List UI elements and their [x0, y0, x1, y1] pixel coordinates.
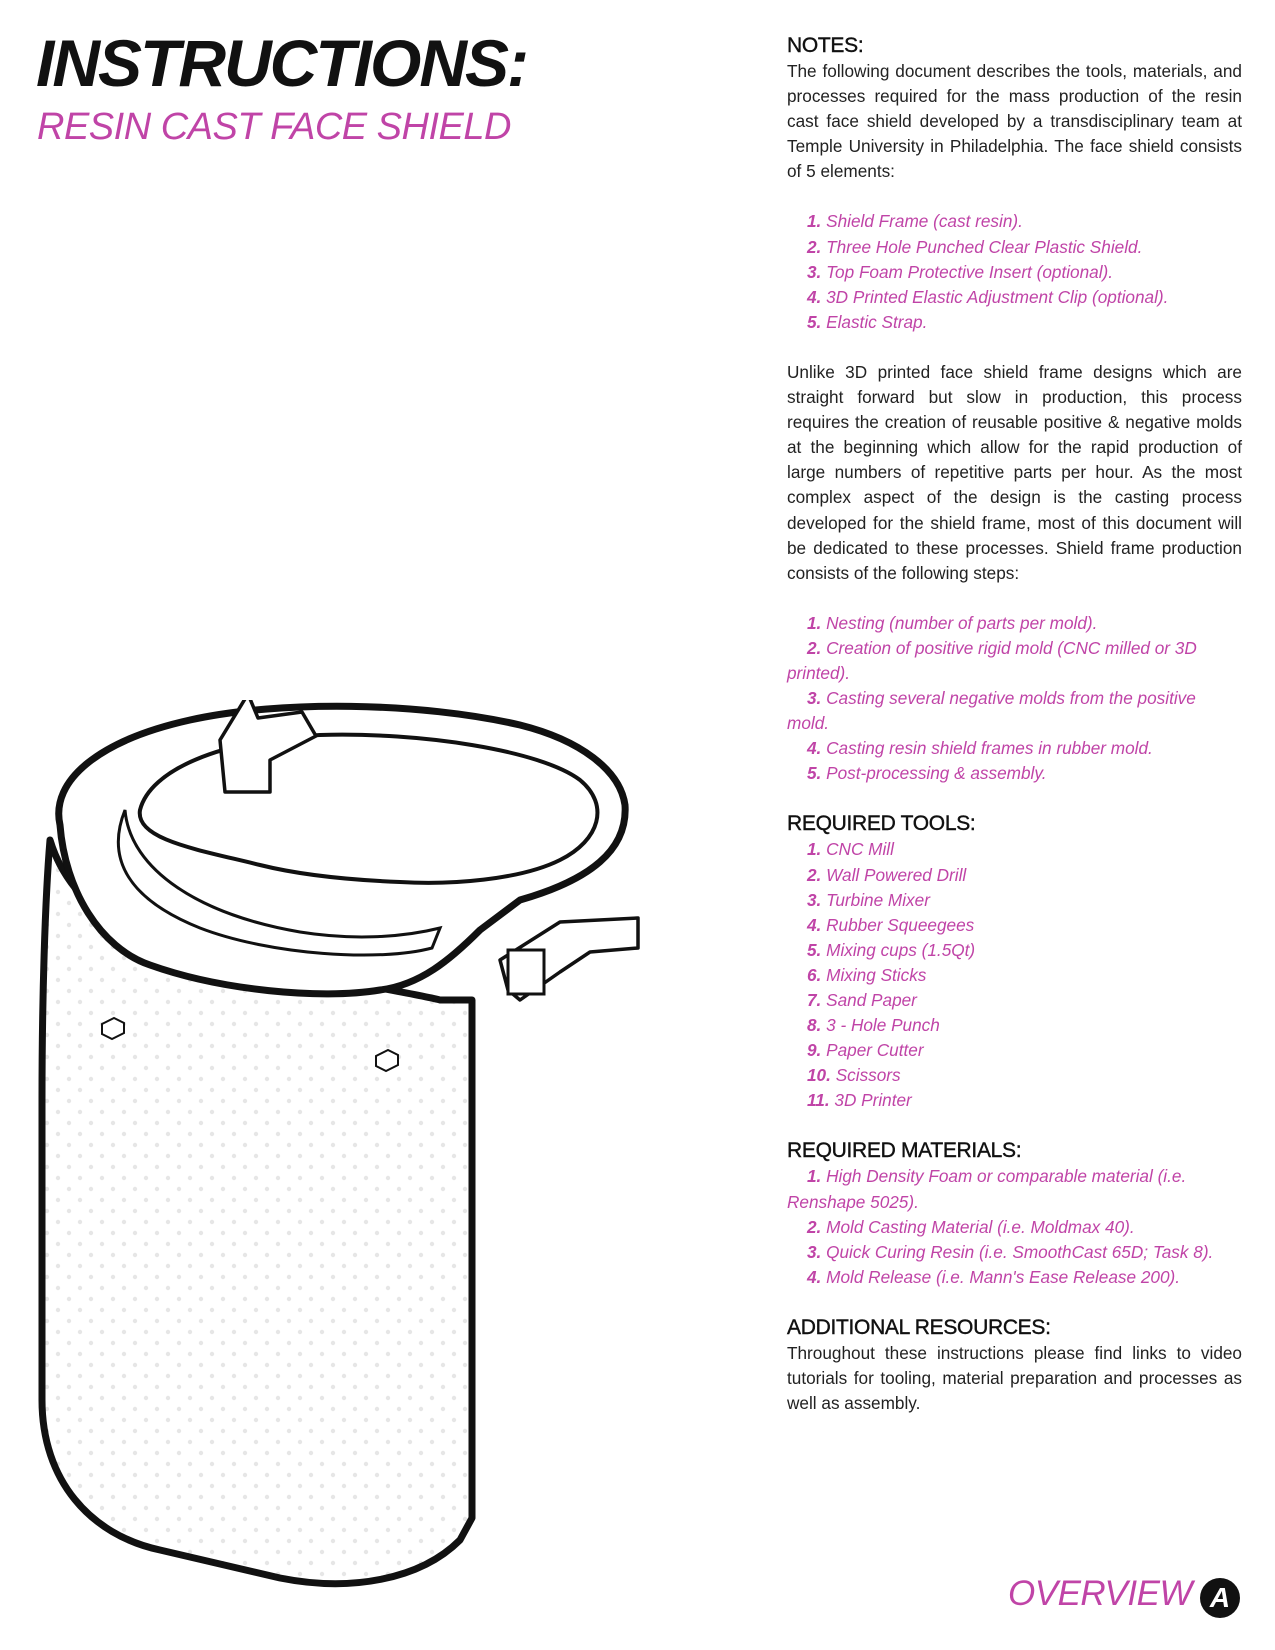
list-item: 3. Casting several negative molds from the positive mold. [787, 688, 1196, 734]
resources-heading: ADDITIONAL RESOURCES: [787, 1315, 1051, 1339]
list-item: 7. Sand Paper [807, 990, 917, 1010]
list-item: 4. Mold Release (i.e. Mann's Ease Release 200). [807, 1266, 1181, 1287]
face-shield-illustration [20, 700, 690, 1600]
notes-body: Unlike 3D printed face shield frame designs which are straight forward but slow in production, this process requires the creation of reusable positive & negative molds at the beginning which allow for the rapid production of large numbers of repetitive parts per hour. As the most complex aspect of the design is the casting process developed for the shield frame, most of this document will be dedicated to these processes. Shield frame production consists of the following steps: [787, 361, 1242, 583]
section-label: OVERVIEW [1008, 1574, 1193, 1613]
list-item: 4. 3D Printed Elastic Adjustment Clip (optional). [807, 286, 1169, 307]
list-item: 10. Scissors [807, 1065, 901, 1086]
list-item: 11. 3D Printer [807, 1090, 912, 1111]
list-item: 3. Top Foam Protective Insert (optional). [807, 261, 1114, 282]
materials-heading: REQUIRED MATERIALS: [787, 1139, 1022, 1163]
list-item: 5. Elastic Strap. [807, 311, 928, 332]
notes-intro: The following document describes the tools, materials, and processes required for the mass production of the resin cast face shield developed by a transdisciplinary team at Temple University in Philadelphia. The face shield consists of 5 elements: [787, 61, 1242, 182]
list-item: 3. Quick Curing Resin (i.e. SmoothCast 65D; Task 8). [807, 1241, 1214, 1262]
list-item: 1. Nesting (number of parts per mold). [807, 612, 1098, 633]
list-item: 2. Wall Powered Drill [807, 864, 967, 885]
list-item: 4. Rubber Squeegees [807, 914, 975, 935]
list-item: 8. 3 - Hole Punch [807, 1015, 940, 1036]
list-item: 5. Mixing cups (1.5Qt) [807, 939, 976, 960]
tools-list [787, 837, 1242, 1113]
notes-heading: NOTES: [787, 34, 864, 57]
list-item: 2. Three Hole Punched Clear Plastic Shield. [807, 236, 1143, 257]
list-item: 9. Paper Cutter [807, 1040, 924, 1061]
section-badge: A [1200, 1578, 1240, 1618]
notes-column [787, 33, 1242, 1416]
resources-text: Throughout these instructions please find links to video tutorials for tooling, material preparation and processes as well as assembly. [787, 1342, 1242, 1414]
list-item: 5. Post-processing & assembly. [807, 763, 1047, 784]
document-subtitle: RESIN CAST FACE SHIELD [37, 106, 511, 148]
list-item: 1. CNC Mill [807, 839, 894, 860]
list-item: 2. Mold Casting Material (i.e. Moldmax 40). [807, 1216, 1135, 1237]
list-item: 4. Casting resin shield frames in rubber mold. [807, 738, 1153, 759]
list-item: 1. High Density Foam or comparable material (i.e. Renshape 5025). [787, 1166, 1187, 1212]
list-item: 2. Creation of positive rigid mold (CNC milled or 3D printed). [787, 637, 1197, 683]
document-title: INSTRUCTIONS: [36, 26, 527, 100]
materials-list [787, 1164, 1242, 1289]
list-item: 6. Mixing Sticks [807, 964, 927, 985]
tools-heading: REQUIRED TOOLS: [787, 812, 976, 836]
list-item: 1. Shield Frame (cast resin). [807, 211, 1023, 232]
elements-list [787, 209, 1242, 334]
list-item: 3. Turbine Mixer [807, 889, 930, 910]
steps-list [787, 611, 1242, 787]
